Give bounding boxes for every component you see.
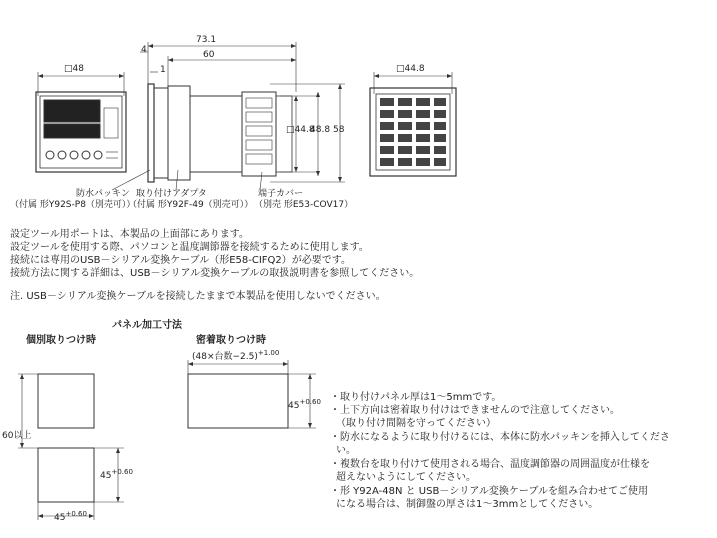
panel-dense [188, 360, 316, 428]
dense-45-tol: +0.6 [299, 398, 317, 406]
ind-45-zero: 0 [128, 468, 133, 476]
caution-note: 注. USB－シリアル変換ケーブルを接続したままで本製品を使用しないでください。 [10, 291, 386, 302]
bullet-5b: になる場合は、制御盤の厚さは1〜3mmとしてください。 [336, 499, 599, 510]
front-width-label: □48 [64, 64, 84, 74]
cover-note: （別売 形E53-COV17） [254, 200, 354, 210]
rear-width-label: □44.8 [396, 64, 425, 74]
adapter-name: 取り付けアダプタ [136, 189, 207, 199]
bullet-1: ・取り付けパネル厚は1〜5mmです。 [330, 392, 502, 403]
note-line-3: 接続には専用のUSB－シリアル変換ケーブル（形E58-CIFQ2）が必要です。 [10, 255, 351, 266]
side-depth-label: 60 [203, 50, 215, 60]
ind-w-45: 45 [54, 513, 66, 523]
dense-heading: 密着取りつけ時 [196, 335, 266, 346]
individual-height-label [100, 466, 133, 482]
bullet-4: ・複数台を取り付けて使用される場合、温度調節器の周囲温度が仕様を [330, 459, 650, 470]
gasket-name: 防水パッキン [76, 189, 130, 199]
ind-w-tol: +0.6 [65, 510, 83, 518]
note-line-4: 接続方法に関する詳細は、USB－シリアル変換ケーブルの取扱説明書を参照してください。 [10, 268, 420, 279]
min-spacing-label: 60以上 [2, 431, 32, 441]
h-58-label: 58 [333, 125, 345, 135]
cover-name: 端子カバー [258, 189, 304, 199]
bullet-4b: 超えないようにしてください。 [336, 472, 476, 483]
dense-45-zero: 0 [316, 398, 321, 406]
bullet-5: ・形 Y92A-48N と USB－シリアル変換ケーブルを組み合わせてご使用 [330, 486, 649, 497]
rear-view [370, 72, 456, 176]
panel-448-label: □44.8 [286, 125, 315, 135]
dense-45: 45 [288, 401, 300, 411]
bullet-2b: （取り付け間隔を守ってください） [336, 418, 496, 429]
flange-4-label: 4 [141, 45, 147, 55]
side-view [112, 42, 345, 190]
dense-formula-text: (48×台数−2.5) [192, 352, 258, 362]
individual-heading: 個別取りつけ時 [26, 335, 96, 346]
adapter-note: （付属 形Y92F-49（別売可）） [128, 200, 254, 210]
dense-tol-zero: 0 [274, 349, 280, 357]
bullet-3b: い。 [336, 445, 356, 456]
flange-1-label: 1 [160, 65, 166, 75]
ind-w-zero: 0 [82, 510, 87, 518]
dense-height-label [288, 396, 321, 412]
note-line-1: 設定ツール用ポートは、本製品の上面部にあります。 [10, 229, 249, 240]
side-total-label: 73.1 [196, 35, 217, 45]
ind-45: 45 [100, 471, 112, 481]
individual-width-label [54, 508, 87, 524]
dense-tol-plus: +1.0 [257, 349, 275, 357]
bullet-3: ・防水になるように取り付けるには、本体に防水パッキンを挿入してくださ [330, 432, 670, 443]
front-view [36, 72, 126, 172]
gasket-note: （付属 形Y92S-P8（別売可）） [10, 200, 136, 210]
ind-45-tol: +0.6 [111, 468, 129, 476]
panel-individual [18, 374, 124, 520]
dense-formula [192, 347, 279, 363]
h-488-label: 48.8 [310, 125, 331, 135]
note-line-2: 設定ツールを使用する際、パソコンと温度調節器を接続するために使用します。 [10, 242, 369, 253]
bullet-2: ・上下方向は密着取り付けはできませんので注意してください。 [330, 405, 620, 416]
panel-title: パネル加工寸法 [112, 320, 182, 331]
